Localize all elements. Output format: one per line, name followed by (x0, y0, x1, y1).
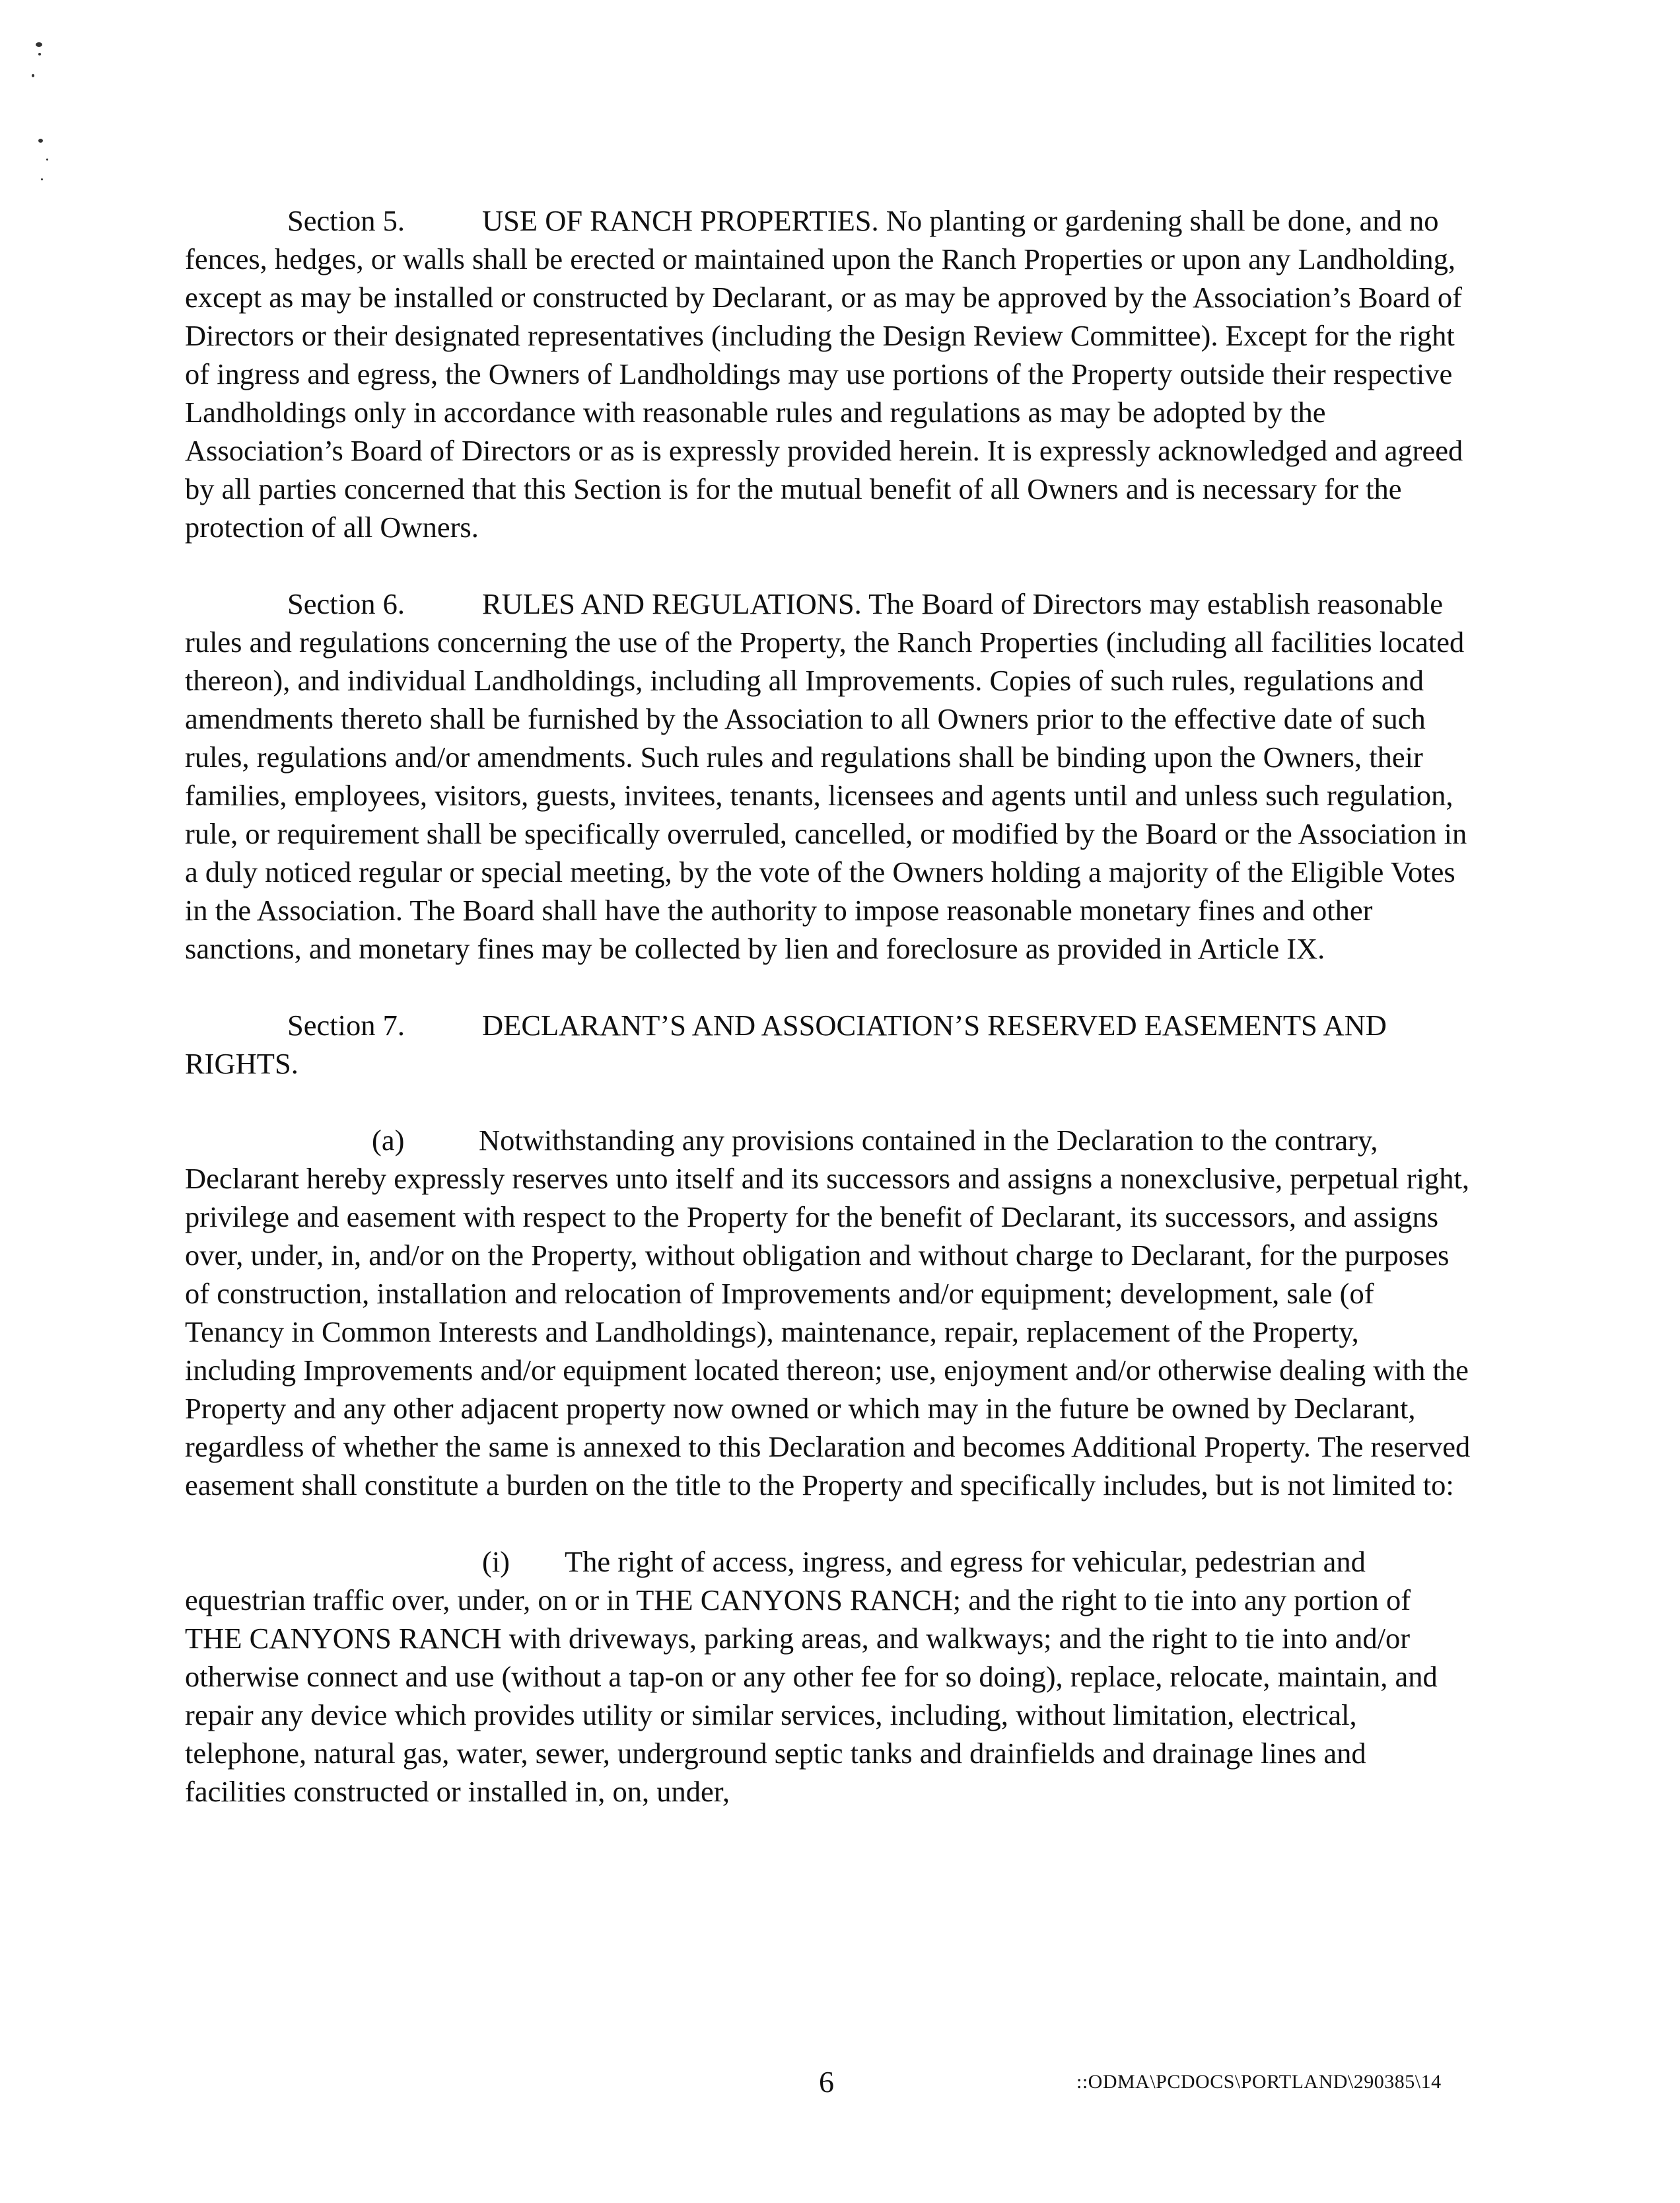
section-5-paragraph (185, 201, 1473, 546)
scan-artifact (41, 178, 43, 180)
section-7-heading (185, 1006, 1473, 1083)
subsection-i-text: The right of access, ingress, and egress for vehicular, pedestrian and equestrian traffic over, under, on or in THE CANYONS RANCH; and the right to tie into any portion of THE CANYONS RANCH with driveways, parking areas, and walkways; and the right to tie into and/or otherwise connect and use (without a tap-on or any other fee for so doing), replace, relocate, maintain, and repair any device which provides utility or similar services, including, without limitation, electrical, telephone, natural gas, water, sewer, underground septic tanks and drainfields and drainage lines and facilities constructed or installed in, on, under, (185, 1545, 1438, 1808)
section-5-text: USE OF RANCH PROPERTIES. No planting or gardening shall be done, and no fences, hedges, or walls shall be erected or maintained upon the Ranch Properties or upon any Landholding, except as may be installed or constructed by Declarant, or as may be approved by the Association’s Board of Directors or their designated representatives (including the Design Review Committee). Except for the right of ingress and egress, the Owners of Landholdings may use portions of the Property outside their respective Landholdings only in accordance with reasonable rules and regulations as may be adopted by the Association’s Board of Directors or as is expressly provided herein. It is expressly acknowledged and agreed by all parties concerned that this Section is for the mutual benefit of all Owners and is necessary for the protection of all Owners. (185, 204, 1463, 544)
scan-artifact (38, 53, 41, 55)
document-id: ::ODMA\PCDOCS\PORTLAND\290385\14 (1076, 2071, 1442, 2093)
subsection-a-paragraph (185, 1121, 1473, 1504)
section-5-number: Section 5. (287, 204, 405, 237)
section-6-number: Section 6. (287, 587, 405, 620)
page-number: 6 (819, 2065, 834, 2099)
section-6-paragraph (185, 585, 1473, 968)
scan-artifact (46, 159, 48, 161)
subsection-i-paragraph (185, 1542, 1473, 1811)
scan-artifact (32, 74, 34, 77)
scan-artifact (36, 42, 42, 47)
subsection-a-label: (a) (372, 1124, 405, 1157)
document-body (185, 201, 1473, 1849)
subsection-i-label: (i) (482, 1545, 510, 1578)
subsection-a-text: Notwithstanding any provisions contained in the Declaration to the contrary, Declarant hereby expressly reserves unto itself and its successors and assigns a nonexclusive, perpetual right, privilege and easement with respect to the Property for the benefit of Declarant, its successors, and assigns over, under, in, and/or on the Property, without obligation and without charge to Declarant, for the purposes of construction, installation and relocation of Improvements and/or equipment; development, sale (of Tenancy in Common Interests and Landholdings), maintenance, repair, replacement of the Property, including Improvements and/or equipment located thereon; use, enjoyment and/or otherwise dealing with the Property and any other adjacent property now owned or which may in the future be owned by Declarant, regardless of whether the same is annexed to this Declaration and becomes Additional Property. The reserved easement shall constitute a burden on the title to the Property and specifically includes, but is not limited to: (185, 1124, 1471, 1501)
scan-artifact (38, 139, 43, 143)
section-7-number: Section 7. (287, 1009, 405, 1042)
section-7-title: DECLARANT’S AND ASSOCIATION’S RESERVED EASEMENTS AND RIGHTS. (185, 1009, 1387, 1080)
section-6-text: RULES AND REGULATIONS. The Board of Directors may establish reasonable rules and regulations concerning the use of the Property, the Ranch Properties (including all facilities located thereon), and individual Landholdings, including all Improvements. Copies of such rules, regulations and amendments thereto shall be furnished by the Association to all Owners prior to the effective date of such rules, regulations and/or amendments. Such rules and regulations shall be binding upon the Owners, their families, employees, visitors, guests, invitees, tenants, licensees and agents until and unless such regulation, rule, or requirement shall be specifically overruled, cancelled, or modified by the Board or the Association in a duly noticed regular or special meeting, by the vote of the Owners holding a majority of the Eligible Votes in the Association. The Board shall have the authority to impose reasonable monetary fines and other sanctions, and monetary fines may be collected by lien and foreclosure as provided in Article IX. (185, 587, 1467, 965)
